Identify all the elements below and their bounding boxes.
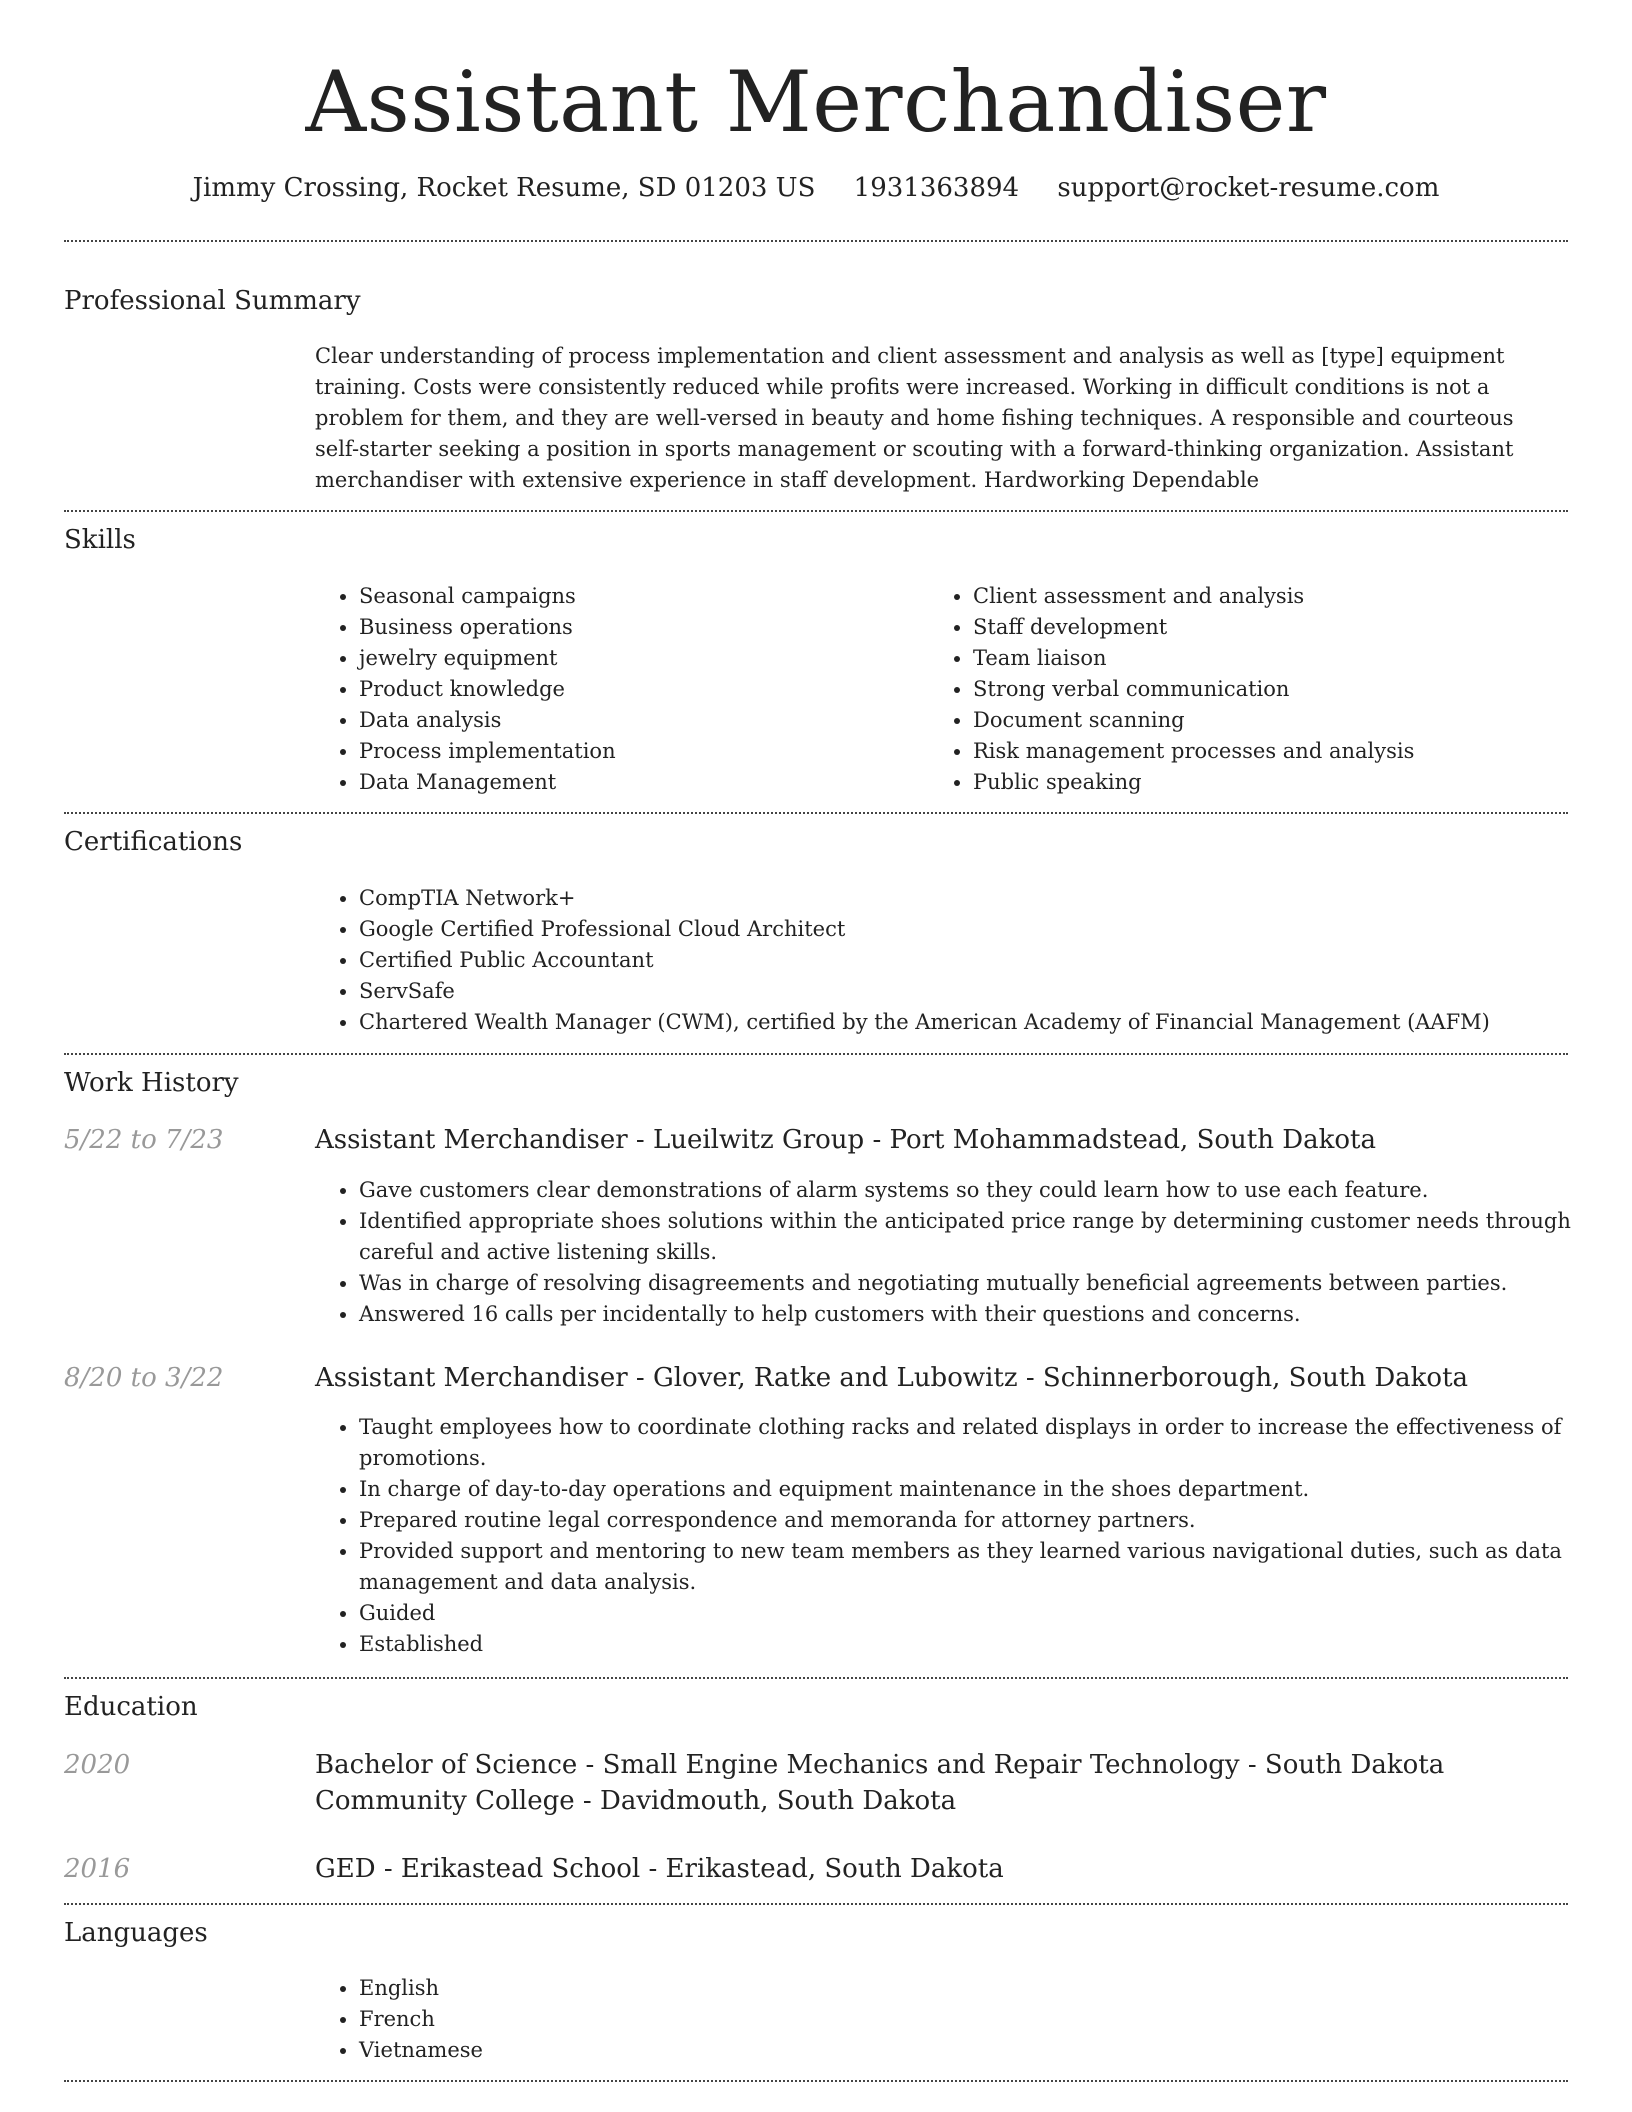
- list-item: • French: [359, 2004, 959, 2035]
- education-heading: Education: [64, 1692, 198, 1722]
- certifications-heading: Certifications: [64, 827, 243, 857]
- list-item: • Client assessment and analysis: [973, 581, 1593, 612]
- list-item: • Prepared routine legal correspondence and memoranda for attorney partners.: [359, 1505, 1589, 1536]
- list-item: • Public speaking: [973, 767, 1593, 798]
- education-year: 2016: [64, 1854, 131, 1884]
- job-bullets: [315, 1175, 1589, 1330]
- list-item: • Google Certified Professional Cloud Architect: [359, 914, 1609, 945]
- list-item: • Document scanning: [973, 705, 1593, 736]
- list-item: • Established: [359, 1629, 1589, 1660]
- list-item: • Process implementation: [359, 736, 919, 767]
- languages-list: [315, 1973, 959, 2066]
- job-dates: 8/20 to 3/22: [64, 1363, 224, 1393]
- list-item: • In charge of day-to-day operations and equipment maintenance in the shoes department.: [359, 1474, 1589, 1505]
- list-item: • Chartered Wealth Manager (CWM), certified by the American Academy of Financial Management (AAFM): [359, 1007, 1609, 1038]
- contact-email: support@rocket-resume.com: [1057, 173, 1440, 203]
- section-divider: [64, 1053, 1568, 1055]
- section-divider: [64, 1677, 1568, 1679]
- list-item: • ServSafe: [359, 976, 1609, 1007]
- list-item: • CompTIA Network+: [359, 883, 1609, 914]
- section-divider: [64, 812, 1568, 814]
- list-item: • Guided: [359, 1598, 1589, 1629]
- list-item: • Business operations: [359, 612, 919, 643]
- list-item: • jewelry equipment: [359, 643, 919, 674]
- section-divider: [64, 240, 1568, 242]
- list-item: • Vietnamese: [359, 2035, 959, 2066]
- list-item: • Was in charge of resolving disagreements and negotiating mutually beneficial agreements between parties.: [359, 1268, 1589, 1299]
- list-item: • Identified appropriate shoes solutions within the anticipated price range by determining customer needs through careful and active listening skills.: [359, 1206, 1589, 1268]
- education-entry: Bachelor of Science - Small Engine Mechanics and Repair Technology - South Dakota Community College - Davidmouth, South Dakota: [315, 1750, 1445, 1816]
- skills-list-right: [929, 581, 1593, 798]
- list-item: • Data Management: [359, 767, 919, 798]
- list-item: • Data analysis: [359, 705, 919, 736]
- summary-heading: Professional Summary: [64, 286, 361, 316]
- job-title: Assistant Merchandiser - Glover, Ratke and Lubowitz - Schinnerborough, South Dakota: [315, 1363, 1469, 1393]
- job-bullets: [315, 1412, 1589, 1660]
- list-item: • Staff development: [973, 612, 1593, 643]
- skills-heading: Skills: [64, 525, 136, 555]
- education-year: 2020: [64, 1750, 131, 1780]
- section-divider: [64, 1903, 1568, 1905]
- work-history-heading: Work History: [64, 1068, 239, 1098]
- contact-line: [0, 170, 1632, 206]
- list-item: • Certified Public Accountant: [359, 945, 1609, 976]
- section-divider: [64, 510, 1568, 512]
- skills-list-left: [315, 581, 919, 798]
- contact-address: Jimmy Crossing, Rocket Resume, SD 01203 US: [192, 173, 816, 203]
- list-item: • Taught employees how to coordinate clothing racks and related displays in order to increase the effectiveness of promotions.: [359, 1412, 1589, 1474]
- languages-heading: Languages: [64, 1918, 208, 1948]
- resume-title: Assistant Merchandiser: [305, 53, 1327, 151]
- list-item: • Seasonal campaigns: [359, 581, 919, 612]
- list-item: • Answered 16 calls per incidentally to help customers with their questions and concerns.: [359, 1299, 1589, 1330]
- summary-text: Clear understanding of process implementation and client assessment and analysis as well as [type] equipment training. Costs were consistently reduced while profits were increased. Working in difficult conditions is not a problem for them, and they are well-versed in beauty and home fishing techniques. A responsible and courteous self-starter seeking a position in sports management or scouting with a forward-thinking organization. Assistant merchandiser with extensive experience in staff development. Hardworking Dependable: [315, 344, 1514, 492]
- job-dates: 5/22 to 7/23: [64, 1125, 224, 1155]
- list-item: • Gave customers clear demonstrations of alarm systems so they could learn how to use each feature.: [359, 1175, 1589, 1206]
- list-item: • English: [359, 1973, 959, 2004]
- section-divider: [64, 2080, 1568, 2082]
- job-title: Assistant Merchandiser - Lueilwitz Group - Port Mohammadstead, South Dakota: [315, 1125, 1376, 1155]
- contact-phone: 1931363894: [853, 173, 1020, 203]
- certifications-list: [315, 883, 1609, 1038]
- education-entry: GED - Erikastead School - Erikastead, South Dakota: [315, 1854, 1004, 1884]
- list-item: • Strong verbal communication: [973, 674, 1593, 705]
- list-item: • Team liaison: [973, 643, 1593, 674]
- list-item: • Risk management processes and analysis: [973, 736, 1593, 767]
- list-item: • Product knowledge: [359, 674, 919, 705]
- list-item: • Provided support and mentoring to new team members as they learned various navigational duties, such as data management and data analysis.: [359, 1536, 1589, 1598]
